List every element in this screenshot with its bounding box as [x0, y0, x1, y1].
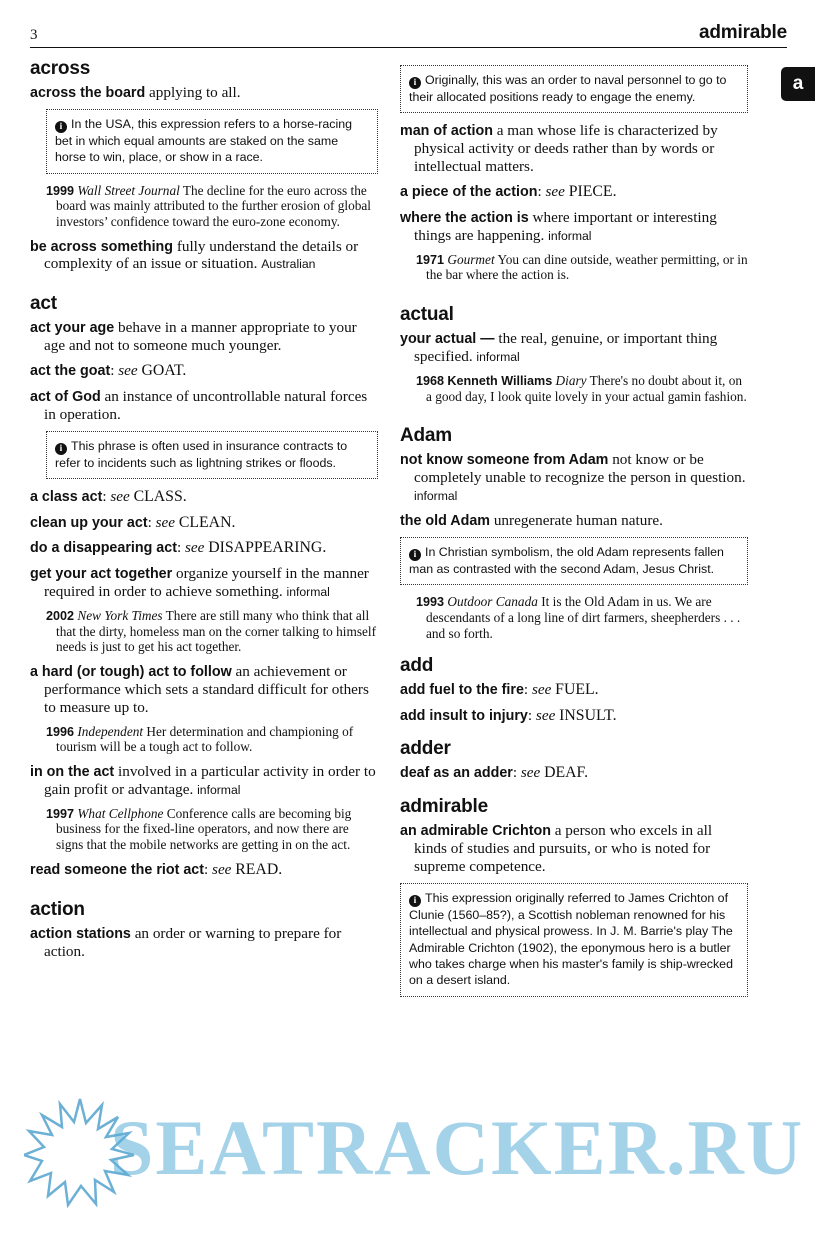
- citation-year: 1999: [46, 183, 75, 198]
- citation-2002-nyt: [30, 608, 378, 655]
- headword-admirable: admirable: [400, 795, 488, 817]
- entry-definition: an order or warning to prepare for action.: [44, 925, 342, 961]
- entry-phrase: a piece of the action: [400, 184, 538, 201]
- entry-definition: a man whose life is characterized by physical activity or deeds rather than by words or intellectual matters.: [414, 122, 718, 176]
- citation-text: You can dine outside, weather permitting, or in the bar where the action is.: [426, 251, 748, 283]
- entry-act-the-goat: [30, 362, 378, 381]
- entry-definition: organize yourself in the manner required in order to achieve something.: [44, 565, 369, 600]
- entry-act-your-age: [30, 319, 378, 355]
- note-text: In Christian symbolism, the old Adam represents fallen man as contrasted with the second Adam, Jesus Christ.: [409, 544, 724, 576]
- headword-act: act: [30, 293, 57, 315]
- note-text: Originally, this was an order to naval personnel to go to their allocated positions ready to engage the enemy.: [409, 73, 727, 104]
- citation-year: 1993: [416, 595, 445, 610]
- entry-definition: the real, genuine, or important thing specified.: [414, 329, 718, 365]
- note-text: In the USA, this expression refers to a horse-racing bet in which equal amounts are staked on the same horse to win, place, or show in a race.: [55, 116, 352, 165]
- citation-year: 1971: [416, 252, 445, 267]
- entry-phrase: read someone the riot act: [30, 861, 204, 878]
- citation-author: Kenneth Williams: [447, 373, 553, 388]
- entry-your-actual: [400, 330, 748, 366]
- thumb-tab-a: [781, 67, 815, 101]
- entry-definition: an achievement or performance which sets a standard difficult for others to measure up to.: [44, 662, 369, 716]
- citation-text: It is the Old Adam in us. We are descendants of a long line of dirt farmers, sheepherders . . . and so forth.: [426, 594, 741, 641]
- entry-action-stations: [30, 925, 378, 961]
- entry-a-hard-act-to-follow: [30, 663, 378, 717]
- see-label: see: [545, 183, 565, 201]
- entry-phrase: get your act together: [30, 566, 173, 583]
- entry-be-across-something: [30, 238, 378, 274]
- entry-clean-up-your-act: [30, 514, 378, 533]
- note-text: This expression originally referred to James Crichton of Clunie (1560–85?), a Scottish nobleman renowned for his intellectual and physical prowess. In J. M. Barrie's play The Admirable Crichton (1902), the eponymous hero is a butler who takes charge when his master's family is ship-wrecked on a desert island.: [409, 890, 733, 988]
- citation-1993-outdoor-canada: [400, 594, 748, 641]
- entry-phrase: not know someone from Adam: [400, 452, 609, 469]
- entry-where-the-action-is: [400, 209, 748, 245]
- entry-get-your-act-together: [30, 565, 378, 601]
- cross-reference[interactable]: INSULT.: [559, 706, 617, 724]
- entry-phrase: a hard (or tough) act to follow: [30, 663, 232, 680]
- cross-reference[interactable]: DISAPPEARING.: [208, 539, 327, 557]
- thumb-tab-label: a: [792, 73, 804, 94]
- entry-definition: fully understand the details or complexity of an issue or situation.: [44, 237, 359, 273]
- entry-phrase: clean up your act: [30, 514, 148, 531]
- entry-definition: :: [147, 513, 156, 531]
- cross-reference[interactable]: FUEL.: [555, 681, 599, 699]
- entry-phrase: in on the act: [30, 763, 115, 780]
- entry-phrase: be across something: [30, 238, 174, 255]
- body-columns: [30, 58, 787, 1188]
- citation-source: What Cellphone: [77, 805, 164, 821]
- spacer: [30, 280, 378, 293]
- citation-source: New York Times: [77, 607, 163, 623]
- entry-a-class-act: [30, 488, 378, 507]
- entry-definition: where important or interesting things are happening.: [414, 208, 717, 244]
- entry-phrase: act of God: [30, 388, 101, 405]
- entry-phrase: an admirable Crichton: [400, 822, 551, 839]
- watermark-text: SEATRACKER.RU: [110, 1104, 805, 1191]
- entry-phrase: the old Adam: [400, 512, 491, 529]
- entry-phrase: deaf as an adder: [400, 765, 513, 782]
- entry-definition: :: [176, 539, 186, 557]
- see-label: see: [531, 681, 552, 699]
- headword-adam: Adam: [400, 425, 452, 447]
- citation-text: There are still many who think that all that the dirty, homeless man on the corner talking to himself needs is just to get his act together.: [56, 607, 377, 655]
- citation-source: Independent: [77, 723, 144, 739]
- citation-year: 1996: [46, 724, 75, 739]
- entry-definition: :: [527, 706, 536, 724]
- entry-do-a-disappearing-act: [30, 539, 378, 558]
- citation-source: Outdoor Canada: [447, 594, 538, 610]
- info-icon: i: [409, 77, 421, 89]
- entry-definition: a person who excels in all kinds of studies and pursuits, or who is noted for supreme competence.: [414, 821, 713, 875]
- entry-register: informal: [476, 349, 520, 364]
- running-head: admirable: [699, 22, 787, 43]
- entry-register: informal: [548, 228, 592, 243]
- headword-actual: actual: [400, 303, 454, 325]
- headword-action: action: [30, 899, 85, 921]
- entry-across-the-board: [30, 84, 378, 102]
- entry-definition: :: [102, 488, 111, 506]
- entry-register: Australian: [261, 257, 316, 272]
- see-label: see: [185, 539, 205, 557]
- entry-phrase: action stations: [30, 926, 131, 943]
- folio-number: 3: [30, 27, 38, 43]
- entry-not-know-someone-from-adam: [400, 451, 748, 505]
- entry-phrase: act the goat: [30, 363, 111, 380]
- see-label: see: [212, 860, 232, 878]
- entry-deaf-as-an-adder: [400, 764, 748, 783]
- entry-register: informal: [197, 782, 241, 797]
- see-label: see: [110, 488, 130, 506]
- left-column: [30, 58, 378, 1188]
- citation-1968-kenneth-williams: [400, 373, 748, 404]
- see-label: see: [155, 513, 176, 531]
- entry-add-insult-to-injury: [400, 707, 748, 726]
- entry-an-admirable-crichton: [400, 822, 748, 876]
- citation-text: Conference calls are becoming big business for the fixed-line operators, and now there are signs that the mobile networks are getting in on the act.: [56, 805, 352, 852]
- entry-phrase: act your age: [30, 320, 115, 337]
- entry-definition: an instance of uncontrollable natural forces in operation.: [44, 387, 368, 423]
- citation-source: Diary: [555, 372, 587, 388]
- entry-man-of-action: [400, 122, 748, 176]
- entry-read-someone-the-riot-act: [30, 861, 378, 880]
- entry-definition: unregenerate human nature.: [490, 511, 663, 529]
- citation-year: 2002: [46, 608, 75, 623]
- entry-definition: :: [204, 860, 213, 878]
- citation-source: Gourmet: [447, 251, 495, 267]
- entry-definition: :: [537, 183, 546, 201]
- citation-text: Her determination and championing of tourism will be a tough act to follow.: [56, 723, 354, 755]
- citation-1997-what-cellphone: [30, 806, 378, 853]
- cross-reference[interactable]: CLASS.: [133, 488, 187, 506]
- citation-1999-wsj: [30, 183, 378, 230]
- entry-register: informal: [286, 584, 330, 599]
- entry-the-old-adam: [400, 512, 748, 530]
- entry-phrase: add insult to injury: [400, 707, 528, 724]
- see-label: see: [520, 764, 541, 782]
- citation-text: There's no doubt about it, on a good day, I look quite lovely in your actual gamin fashion.: [426, 372, 747, 404]
- entry-definition: not know or be completely unable to recognize the person in question.: [414, 451, 746, 487]
- headword-add: add: [400, 655, 434, 677]
- right-column: [400, 58, 748, 1188]
- entry-phrase: where the action is: [400, 209, 529, 226]
- citation-text: The decline for the euro across the board was mainly attributed to the further erosion of global investors’ confidence toward the euro-zone economy.: [56, 182, 371, 229]
- entry-phrase: do a disappearing act: [30, 540, 177, 557]
- info-icon: i: [409, 549, 421, 561]
- note-box-the-old-adam: [400, 537, 748, 585]
- entry-definition: :: [523, 681, 532, 699]
- cross-reference[interactable]: DEAF.: [544, 764, 589, 782]
- entry-phrase: a class act: [30, 489, 103, 506]
- info-icon: i: [409, 895, 421, 907]
- header-rule: [30, 47, 787, 48]
- citation-1971-gourmet: [400, 252, 748, 283]
- citation-year: 1968: [416, 373, 445, 388]
- see-label: see: [535, 706, 556, 724]
- entry-add-fuel-to-the-fire: [400, 681, 748, 700]
- note-box-admirable-crichton: [400, 883, 748, 997]
- entry-a-piece-of-the-action: [400, 183, 748, 202]
- headword-adder: adder: [400, 738, 451, 760]
- entry-register: informal: [414, 489, 458, 503]
- spacer: [30, 886, 378, 899]
- citation-source: Wall Street Journal: [77, 182, 180, 198]
- entry-act-of-god: [30, 388, 378, 424]
- citation-year: 1997: [46, 806, 75, 821]
- cross-reference[interactable]: GOAT.: [141, 362, 187, 380]
- entry-phrase: your actual —: [400, 330, 495, 347]
- headword-across: across: [30, 58, 91, 79]
- entry-definition: behave in a manner appropriate to your age and not to someone much younger.: [44, 319, 357, 355]
- entry-phrase: add fuel to the fire: [400, 682, 524, 699]
- citation-1996-independent: [30, 724, 378, 755]
- note-text: This phrase is often used in insurance contracts to refer to incidents such as lightning strikes or floods.: [55, 438, 348, 470]
- spacer: [400, 412, 748, 425]
- entry-phrase: across the board: [30, 85, 146, 101]
- note-box-act-of-god: [46, 431, 378, 479]
- cross-reference[interactable]: CLEAN.: [178, 513, 236, 531]
- info-icon: i: [55, 443, 67, 455]
- page-header: [30, 18, 787, 44]
- entry-definition: :: [110, 362, 119, 380]
- see-label: see: [118, 362, 138, 380]
- cross-reference[interactable]: PIECE.: [568, 183, 617, 201]
- entry-definition: :: [512, 764, 521, 782]
- entry-definition: involved in a particular activity in order to gain profit or advantage.: [44, 762, 376, 798]
- info-icon: i: [55, 121, 67, 133]
- entry-definition: applying to all.: [145, 84, 241, 101]
- spacer: [400, 291, 748, 304]
- cross-reference[interactable]: READ.: [235, 860, 283, 878]
- entry-phrase: man of action: [400, 123, 493, 140]
- note-box-action-stations: [400, 65, 748, 113]
- entry-in-on-the-act: [30, 763, 378, 799]
- note-box-across-the-board: [46, 109, 378, 174]
